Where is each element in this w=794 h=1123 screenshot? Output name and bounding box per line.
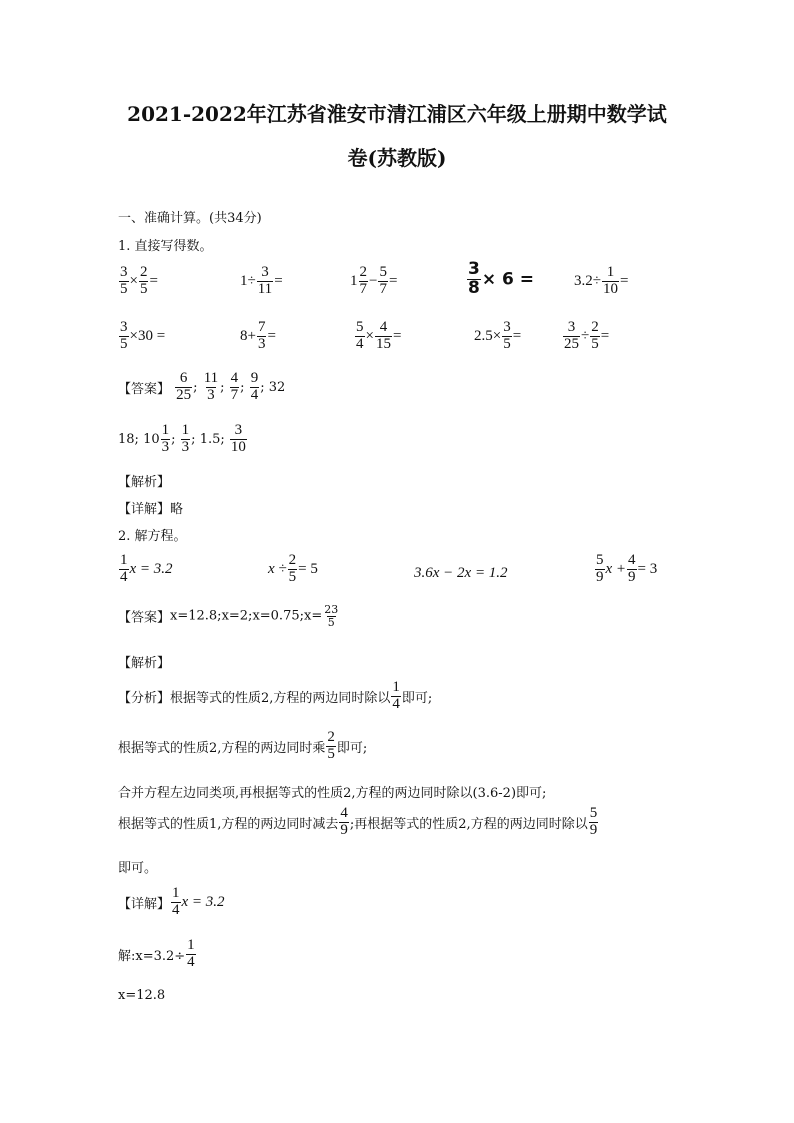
problem-4: $\frac{3}{8}$ × 6 =	[468, 259, 534, 298]
q1-answer-line1: 【答案】 $\frac{6}{25}$ ; $\frac{11}{3}$ ; $\frac{4}{7}$ ; $\frac{9}{4}$ ; 32	[118, 370, 286, 403]
section-heading: 一、准确计算。(共34分)	[118, 211, 262, 226]
analysis-line-1: 【分析】根据等式的性质2,方程的两边同时除以 $\frac{1}{4}$ 即可;	[118, 679, 433, 712]
analysis-line-4: 根据等式的性质1,方程的两边同时减去 $\frac{4}{9}$ ;再根据等式的性质2,方程的两边同时除以 $\frac{5}{9}$	[118, 805, 598, 838]
doc-title-line2: 卷(苏教版)	[347, 146, 447, 170]
problem-8: $\frac{5}{4}$ × $\frac{4}{15}$ =	[356, 319, 402, 352]
question-1-label: 1. 直接写得数。	[118, 239, 213, 254]
doc-title-line1: 2021-2022年江苏省淮安市清江浦区六年级上册期中数学试	[127, 102, 667, 126]
analysis-line-2: 根据等式的性质2,方程的两边同时乘 $\frac{2}{5}$ 即可;	[118, 729, 368, 762]
problem-2: 1÷ $\frac{3}{11}$ =	[240, 264, 283, 297]
question-2-label: 2. 解方程。	[118, 529, 187, 544]
equation-2: x ÷ $\frac{2}{5}$ = 5	[268, 552, 318, 585]
problem-5: 3.2÷ $\frac{1}{10}$ =	[574, 264, 629, 297]
analysis-line-3: 合并方程左边同类项,再根据等式的性质2,方程的两边同时除以(3.6-2)即可;	[118, 786, 547, 801]
q1-detail: 【详解】略	[118, 502, 184, 517]
q1-answer-line2: 18; 10 $\frac{1}{3}$ ; $\frac{1}{3}$ ; 1.5; $\frac{3}{10}$	[118, 422, 246, 455]
q2-detail-solve: 解:x=3.2÷ $\frac{1}{4}$	[118, 937, 195, 970]
equation-1: $\frac{1}{4}$ x = 3.2	[120, 552, 173, 585]
problem-9: 2.5× $\frac{3}{5}$ =	[474, 319, 522, 352]
problem-10: $\frac{3}{25}$ ÷ $\frac{2}{5}$ =	[564, 319, 610, 352]
q2-detail-eq: 【详解】 $\frac{1}{4}$ x = 3.2	[118, 885, 225, 918]
equation-4: $\frac{5}{9}$ x + $\frac{4}{9}$ = 3	[596, 552, 658, 585]
q2-detail-result: x=12.8	[118, 988, 166, 1003]
equation-3: 3.6x − 2x = 1.2	[414, 565, 508, 581]
q1-analysis-label: 【解析】	[118, 475, 171, 490]
problem-1: $\frac{3}{5}$ × $\frac{2}{5}$ =	[120, 264, 158, 297]
problem-3: 1 $\frac{2}{7}$ − $\frac{5}{7}$ =	[350, 264, 398, 297]
q2-analysis-label: 【解析】	[118, 656, 171, 671]
problem-7: 8+ $\frac{7}{3}$ =	[240, 319, 276, 352]
q2-answer: 【答案】x=12.8;x=2;x=0.75;x= $\frac{23}{5}$	[118, 603, 339, 629]
answer-label: 【答案】	[118, 381, 171, 397]
analysis-line-5: 即可。	[118, 861, 158, 876]
problem-6: $\frac{3}{5}$ ×30 =	[120, 319, 166, 352]
